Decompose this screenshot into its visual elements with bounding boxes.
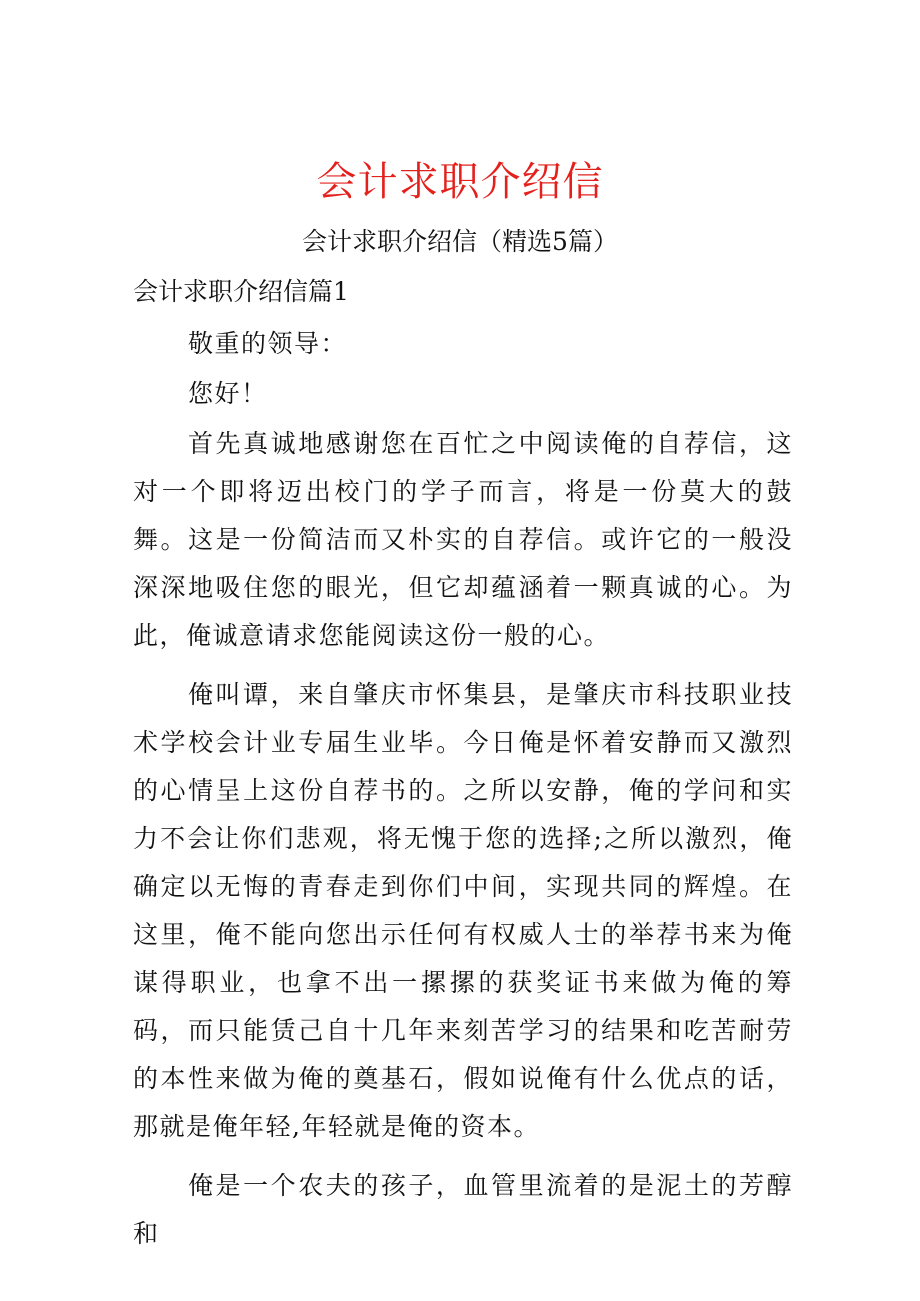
greeting: 您好！: [188, 379, 268, 408]
paragraph-background: 俺叫谭，来自肇庆市怀集县，是肇庆市科技职业技术学校会计业专届生业毕。今日俺是怀着安静而又激烈的心情呈上这份自荐书的。之所以安静，俺的学问和实力不会让你们悲观，将无愧于您的选择;之所以激烈，俺确定以无悔的青春走到你们中间，实现共同的辉煌。在这里，俺不能向您出示任何有权威人士的举荐书来为俺谋得职业，也拿不出一摞摞的获奖证书来做为俺的筹码，而只能赁己自十几年来刻苦学习的结果和吃苦耐劳的本性来做为俺的奠基石，假如说俺有什么优点的话，那就是俺年轻,年轻就是俺的资本。: [133, 680, 793, 1141]
salutation: 敬重的领导：: [188, 329, 348, 358]
letter-body: [133, 320, 793, 1269]
document-subtitle: 会计求职介绍信（精选5篇）: [302, 227, 618, 256]
paragraph-intro: 首先真诚地感谢您在百忙之中阅读俺的自荐信，这对一个即将迈出校门的学子而言，将是一份莫大的鼓舞。这是一份简洁而又朴实的自荐信。或许它的一般没深深地吸住您的眼光，但它却蕴涵着一颗真诚的心。为此，俺诚意请求您能阅读这份一般的心。: [133, 429, 793, 650]
paragraph-family: 俺是一个农夫的孩子，血管里流着的是泥土的芳醇和: [133, 1171, 793, 1248]
section-heading: 会计求职介绍信篇1: [133, 277, 349, 306]
document-title: 会计求职介绍信: [316, 159, 604, 205]
